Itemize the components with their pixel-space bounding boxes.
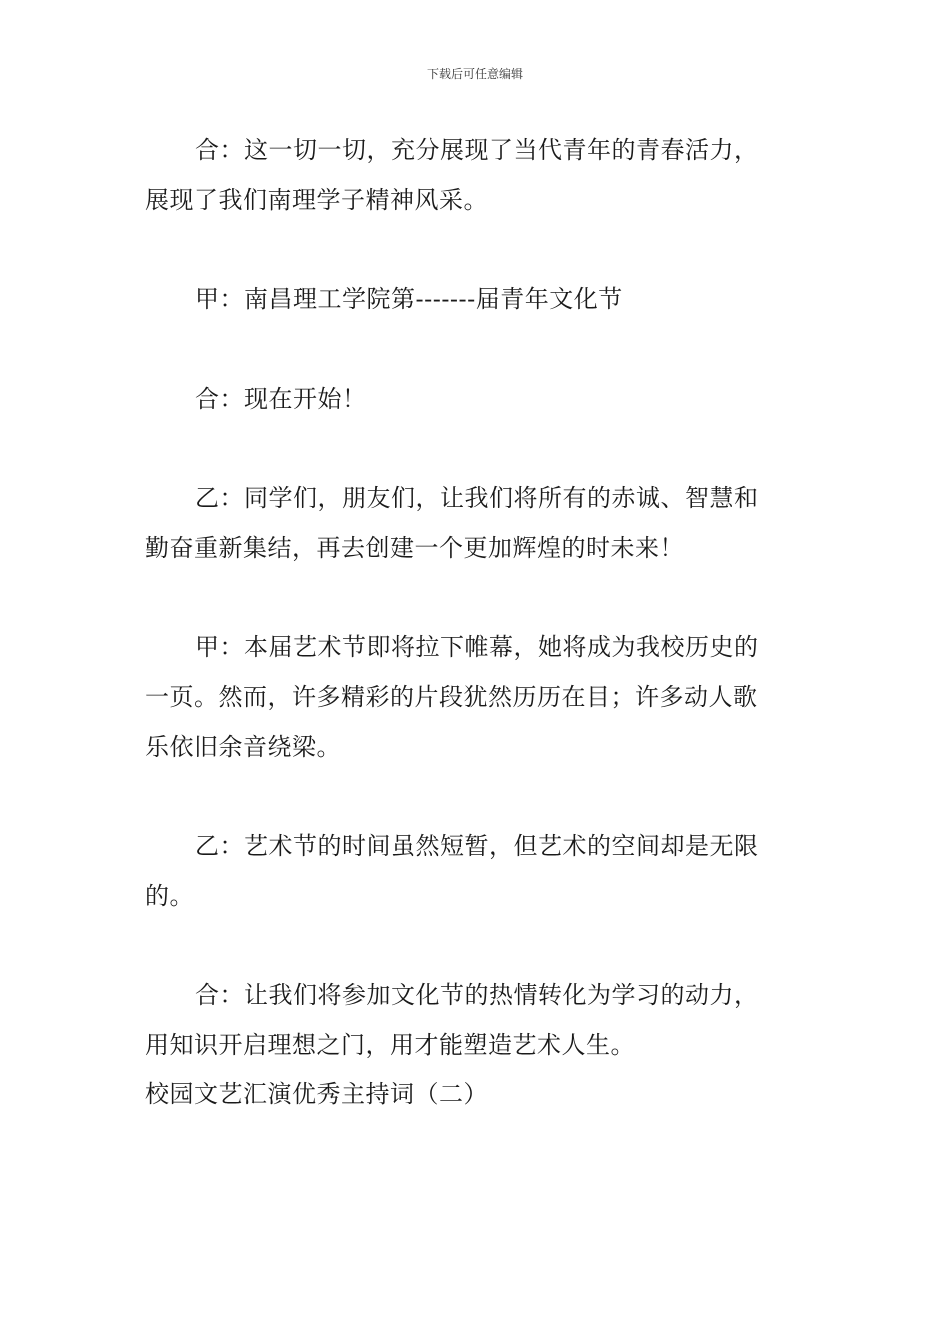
paragraph-line: 合：这一切一切，充分展现了当代青年的青春活力， [195, 136, 759, 164]
paragraph-line: 乐依旧余音绕梁。 [145, 733, 341, 761]
paragraph-line: 甲：南昌理工学院第-------届青年文化节 [195, 285, 623, 313]
paragraph-line: 合：让我们将参加文化节的热情转化为学习的动力， [195, 981, 759, 1009]
paragraph-line: 乙：同学们，朋友们，让我们将所有的赤诚、智慧和 [195, 484, 759, 512]
paragraph-line: 甲：本届艺术节即将拉下帷幕，她将成为我校历史的 [195, 633, 759, 661]
paragraph-line: 乙：艺术节的时间虽然短暂，但艺术的空间却是无限 [195, 832, 759, 860]
paragraph-line: 展现了我们南理学子精神风采。 [145, 186, 488, 214]
paragraph-line: 一页。然而，许多精彩的片段犹然历历在目；许多动人歌 [145, 683, 758, 711]
section-title: 校园文艺汇演优秀主持词（二） [145, 1080, 488, 1108]
paragraph-line: 勤奋重新集结，再去创建一个更加辉煌的时未来！ [145, 534, 684, 562]
paragraph-line: 的。 [145, 882, 194, 910]
paragraph-line: 用知识开启理想之门，用才能塑造艺术人生。 [145, 1031, 635, 1059]
page-header-note: 下载后可任意编辑 [426, 67, 523, 81]
paragraph-line: 合：现在开始！ [195, 385, 367, 413]
